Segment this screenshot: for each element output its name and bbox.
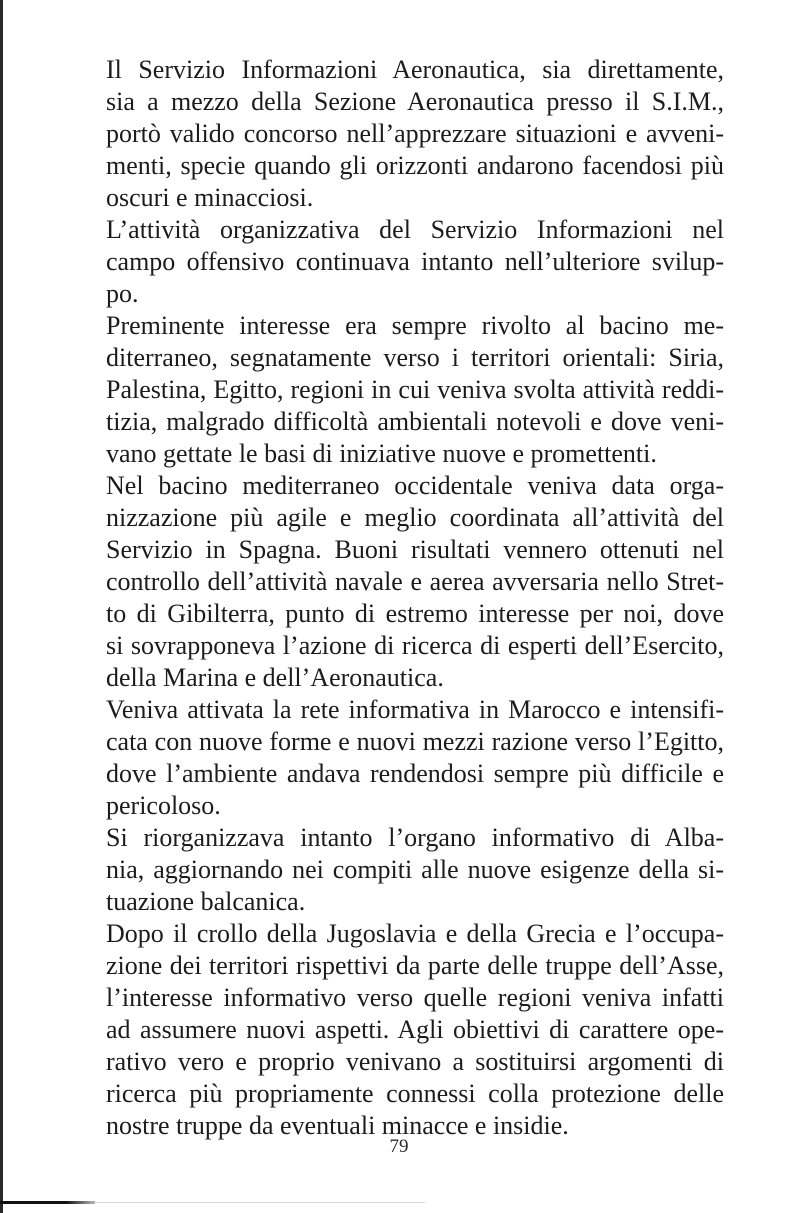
page-number: 79 <box>389 1136 409 1157</box>
page-binding-edge <box>0 0 3 1213</box>
text-line: portò valido concorso nell’apprezzare situazioni e avveni- <box>106 119 724 148</box>
text-line: ricerca più propriamente connessi colla protezione delle <box>106 1079 724 1108</box>
paragraph-3 <box>106 310 724 470</box>
text-line: L’attività organizzativa del Servizio Informazioni nel <box>106 215 724 244</box>
paragraph-6 <box>106 822 724 918</box>
paragraph-7 <box>106 918 724 1142</box>
text-line: pericoloso. <box>106 791 221 820</box>
text-line: Nel bacino mediterraneo occidentale veniva data orga- <box>106 471 724 500</box>
text-line: controllo dell’attività navale e aerea avversaria nello Stret- <box>106 567 724 596</box>
scan-edge-mark <box>0 1201 95 1204</box>
text-line: ad assumere nuovi aspetti. Agli obiettivi di carattere ope- <box>106 1015 724 1044</box>
text-line: sia a mezzo della Sezione Aeronautica presso il S.I.M., <box>106 87 724 116</box>
text-line: campo offensivo continuava intanto nell’ulteriore svilup- <box>106 247 724 276</box>
text-line: Il Servizio Informazioni Aeronautica, sia direttamente, <box>106 55 724 84</box>
text-line: vano gettate le basi di iniziative nuove e promettenti. <box>106 439 657 468</box>
text-line: zione dei territori rispettivi da parte delle truppe dell’Asse, <box>106 951 724 980</box>
text-line: to di Gibilterra, punto di estremo interesse per noi, dove <box>106 599 724 628</box>
text-line: Servizio in Spagna. Buoni risultati vennero ottenuti nel <box>106 535 724 564</box>
text-line: tizia, malgrado difficoltà ambientali notevoli e dove veni- <box>106 407 724 436</box>
text-line: menti, specie quando gli orizzonti andarono facendosi più <box>106 151 724 180</box>
text-line: nizzazione più agile e meglio coordinata all’attività del <box>106 503 724 532</box>
text-line: oscuri e minacciosi. <box>106 183 314 212</box>
text-line: cata con nuove forme e nuovi mezzi razione verso l’Egitto, <box>106 727 724 756</box>
paragraph-2 <box>106 214 724 310</box>
text-line: dove l’ambiente andava rendendosi sempre più difficile e <box>106 759 724 788</box>
scan-edge-shadow <box>95 1202 425 1203</box>
text-line: l’interesse informativo verso quelle regioni veniva infatti <box>106 983 724 1012</box>
paragraph-1 <box>106 54 724 214</box>
paragraph-5 <box>106 694 724 822</box>
text-line: si sovrapponeva l’azione di ricerca di esperti dell’Esercito, <box>106 631 724 660</box>
text-line: Dopo il crollo della Jugoslavia e della Grecia e l’occupa- <box>106 919 724 948</box>
text-line: nostre truppe da eventuali minacce e insidie. <box>106 1111 569 1140</box>
text-line: Si riorganizzava intanto l’organo informativo di Alba- <box>106 823 724 852</box>
text-line: rativo vero e proprio venivano a sostituirsi argomenti di <box>106 1047 724 1076</box>
text-line: po. <box>106 279 139 308</box>
text-line: diterraneo, segnatamente verso i territori orientali: Siria, <box>106 343 724 372</box>
text-line: Veniva attivata la rete informativa in Marocco e intensifi- <box>106 695 724 724</box>
paragraph-4 <box>106 470 724 694</box>
text-line: della Marina e dell’Aeronautica. <box>106 663 444 692</box>
text-line: nia, aggiornando nei compiti alle nuove esigenze della si- <box>106 855 724 884</box>
body-text <box>106 54 724 1142</box>
text-line: tuazione balcanica. <box>106 887 306 916</box>
text-line: Preminente interesse era sempre rivolto al bacino me- <box>106 311 724 340</box>
text-line: Palestina, Egitto, regioni in cui veniva svolta attività reddi- <box>106 375 724 404</box>
